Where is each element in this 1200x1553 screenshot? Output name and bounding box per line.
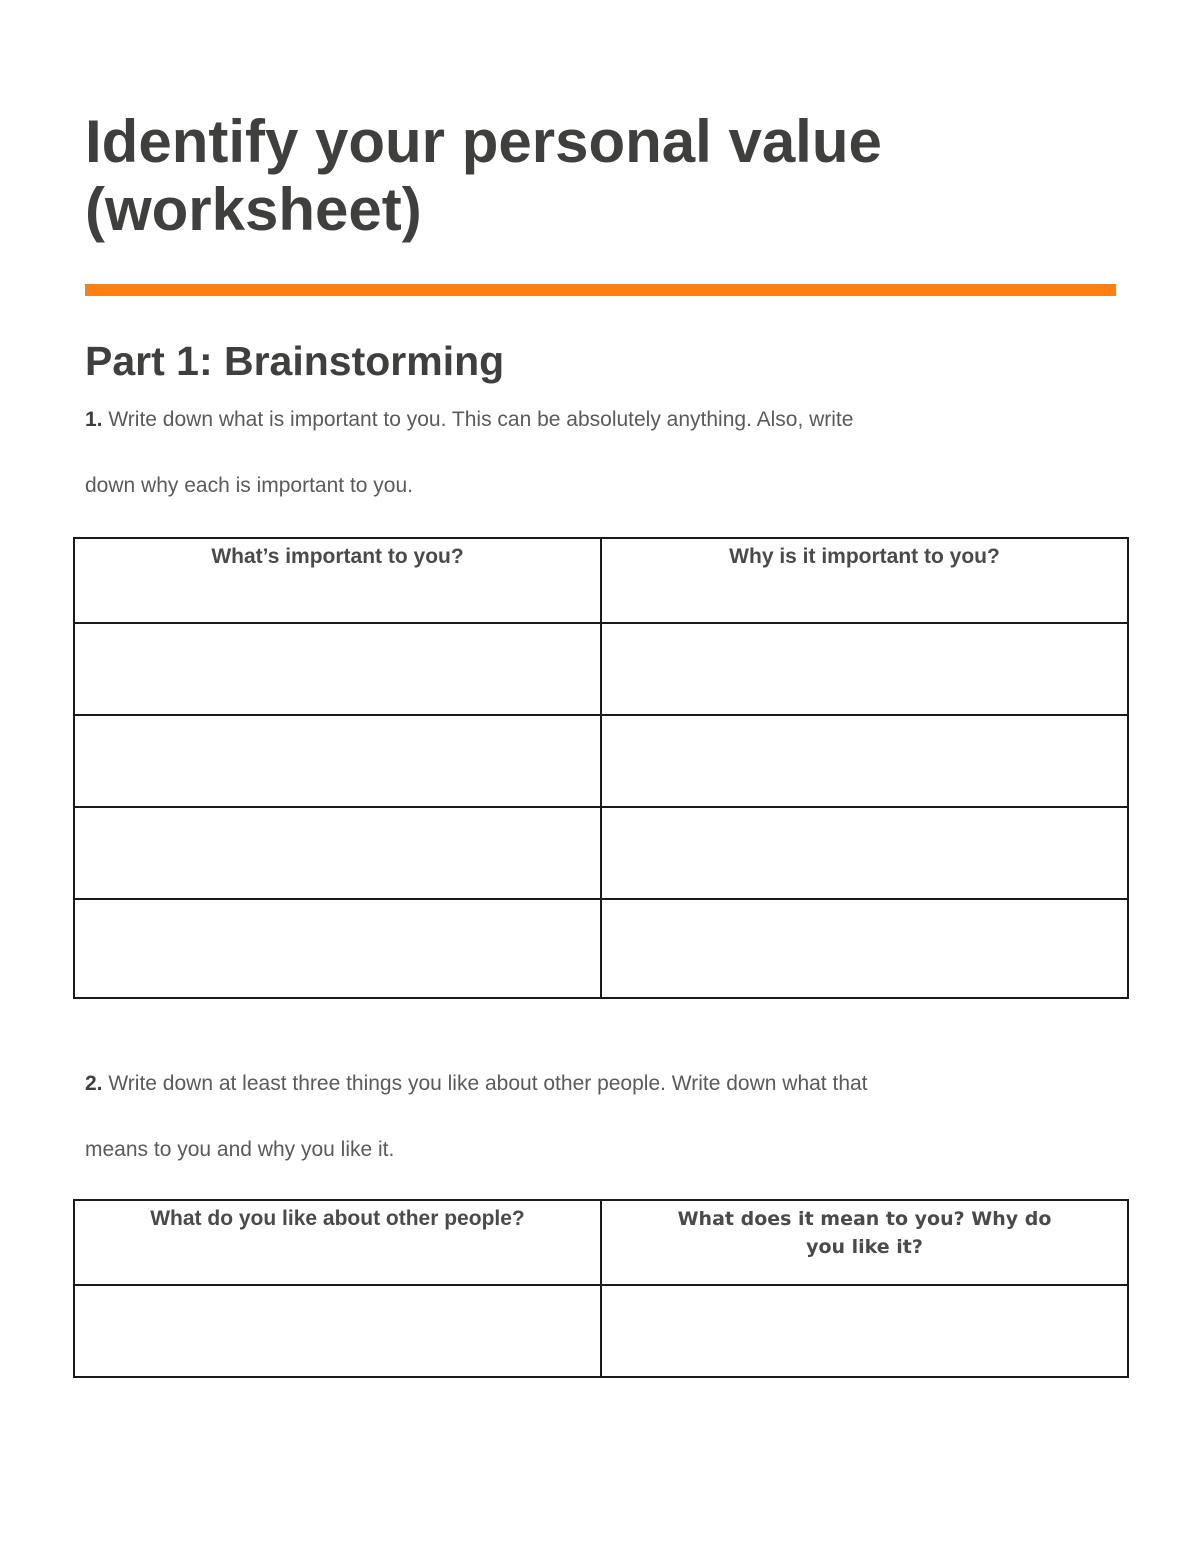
table-row: [74, 1285, 1128, 1377]
question-1-line-2: down why each is important to you.: [85, 474, 414, 497]
column-header-why-important: Why is it important to you?: [601, 538, 1128, 623]
question-1-text-1: Write down what is important to you. This can be absolutely anything. Also, write: [102, 408, 854, 431]
column-header-meaning: What does it mean to you? Why do you like it?: [601, 1200, 1128, 1285]
answer-cell[interactable]: [74, 807, 601, 899]
question-2: [85, 1069, 1085, 1201]
section-heading-part-1: Part 1: Brainstorming: [85, 338, 505, 384]
page-title: [85, 108, 1085, 244]
question-2-line-1: [85, 1069, 1085, 1135]
answer-cell[interactable]: [74, 899, 601, 998]
page-title-line-2: (worksheet): [85, 176, 422, 243]
question-2-text-1: Write down at least three things you like about other people. Write down what that: [102, 1072, 868, 1095]
question-2-line-2: means to you and why you like it.: [85, 1138, 395, 1161]
table-header-row: [74, 1200, 1128, 1285]
table-row: [74, 899, 1128, 998]
question-1-number: 1.: [85, 408, 103, 431]
answer-cell[interactable]: [601, 807, 1128, 899]
page-title-line-1: Identify your personal value: [85, 108, 882, 175]
values-table: [73, 537, 1129, 999]
question-1: [85, 405, 1085, 537]
question-2-number: 2.: [85, 1072, 103, 1095]
answer-cell[interactable]: [74, 715, 601, 807]
answer-cell[interactable]: [601, 715, 1128, 807]
other-people-table: [73, 1199, 1129, 1378]
accent-divider: [85, 284, 1116, 296]
answer-cell[interactable]: [601, 1285, 1128, 1377]
answer-cell[interactable]: [601, 623, 1128, 715]
table-row: [74, 623, 1128, 715]
question-1-line-1: [85, 405, 1085, 471]
answer-cell[interactable]: [601, 899, 1128, 998]
column-header-whats-important: What’s important to you?: [74, 538, 601, 623]
table-header-row: [74, 538, 1128, 623]
answer-cell[interactable]: [74, 623, 601, 715]
table-row: [74, 807, 1128, 899]
column-header-like-about-others: What do you like about other people?: [74, 1200, 601, 1285]
answer-cell[interactable]: [74, 1285, 601, 1377]
table-row: [74, 715, 1128, 807]
